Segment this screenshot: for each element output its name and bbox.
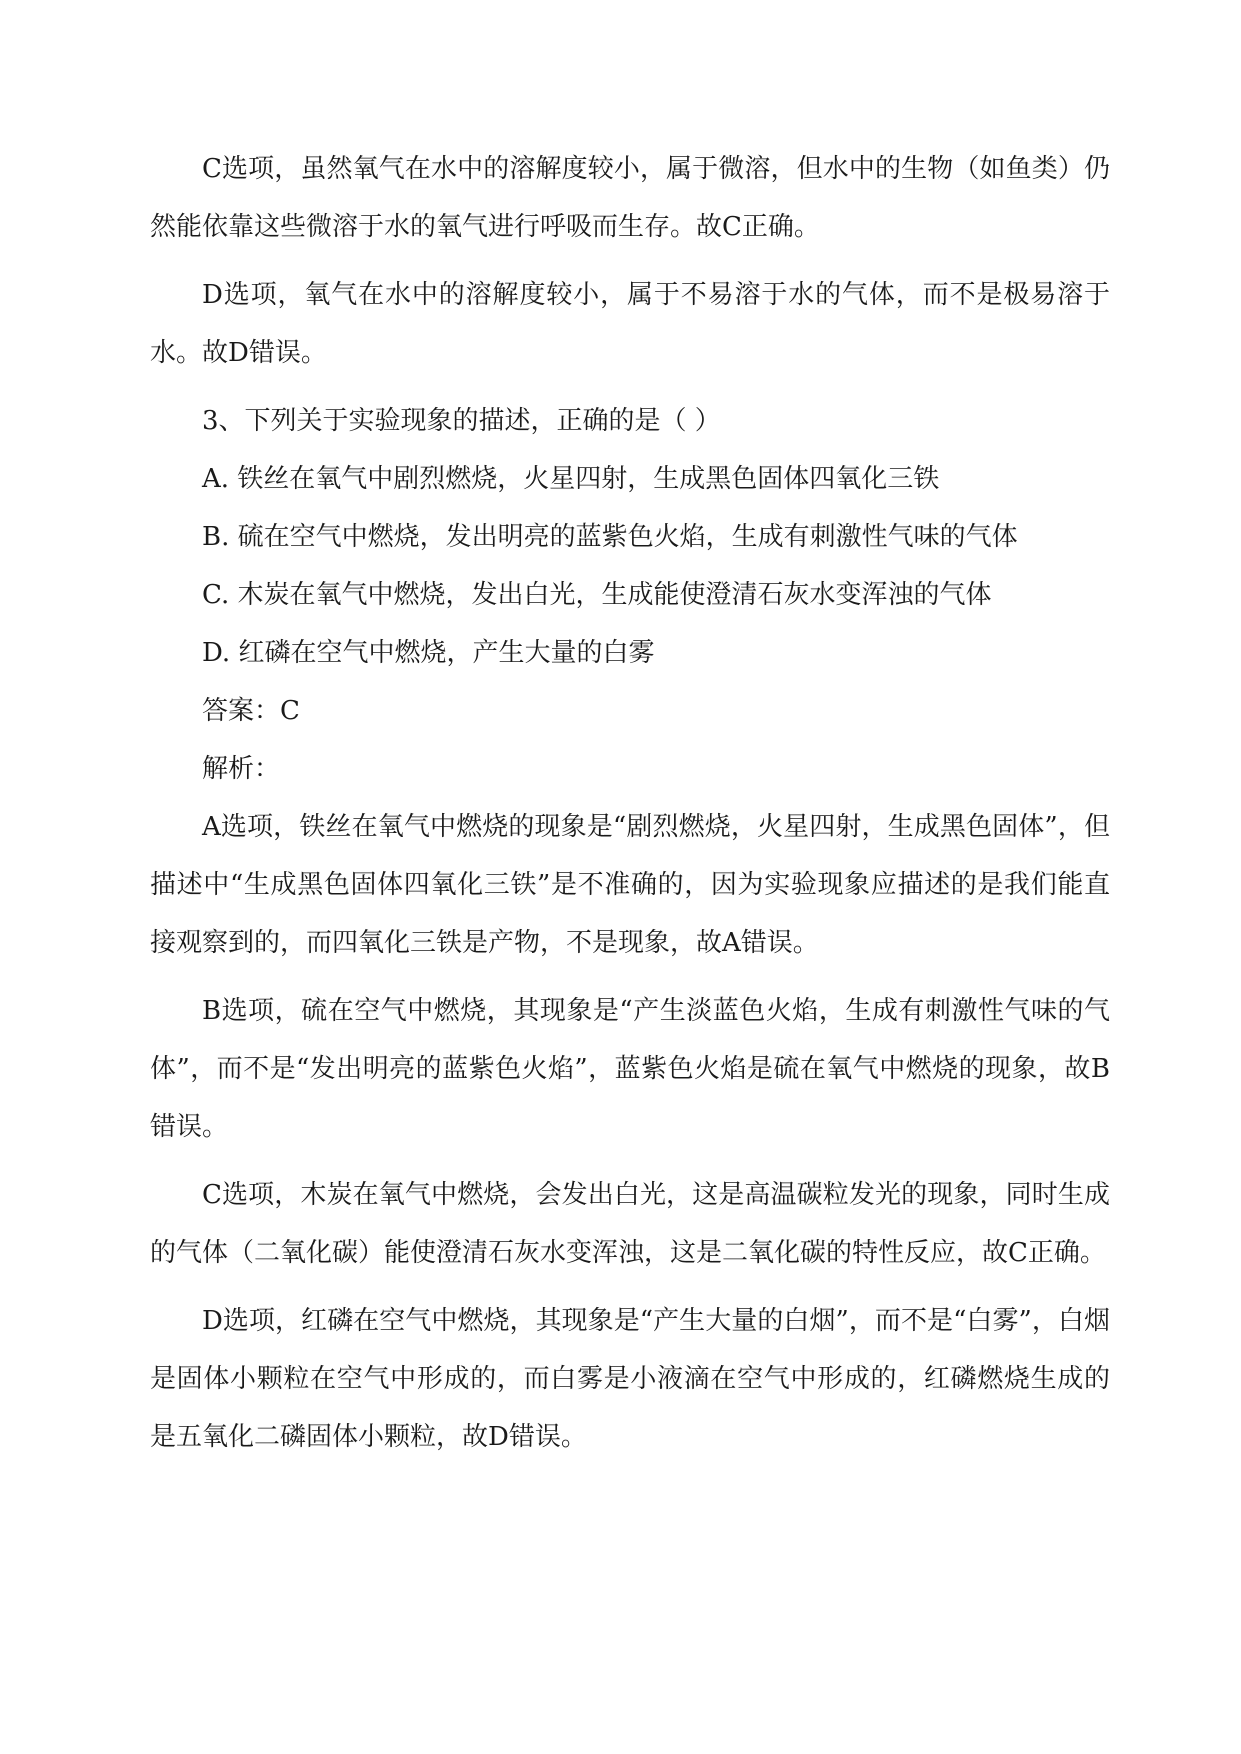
- paragraph-option-c-explanation-q3: C选项，木炭在氧气中燃烧，会发出白光，这是高温碳粒发光的现象，同时生成的气体（二氧化碳）能使澄清石灰水变浑浊，这是二氧化碳的特性反应，故C正确。: [150, 1180, 1110, 1268]
- paragraph-option-c-explanation-q2: C选项，虽然氧气在水中的溶解度较小，属于微溶，但水中的生物（如鱼类）仍然能依靠这些微溶于水的氧气进行呼吸而生存。故C正确。: [150, 154, 1110, 242]
- question-3-option-d: D. 红磷在空气中燃烧，产生大量的白雾: [202, 638, 655, 668]
- document-body: [150, 140, 1110, 1466]
- paragraph-option-b-explanation-q3: B选项，硫在空气中燃烧，其现象是“产生淡蓝色火焰，生成有刺激性气味的气体”，而不是“发出明亮的蓝紫色火焰”，蓝紫色火焰是硫在氧气中燃烧的现象，故B错误。: [150, 996, 1110, 1142]
- question-3-option-a: A. 铁丝在氧气中剧烈燃烧，火星四射，生成黑色固体四氧化三铁: [202, 464, 940, 494]
- question-3-analysis-heading: 解析：: [202, 754, 281, 784]
- paragraph-option-a-explanation-q3: A选项，铁丝在氧气中燃烧的现象是“剧烈燃烧，火星四射，生成黑色固体”，但描述中“生成黑色固体四氧化三铁”是不准确的，因为实验现象应描述的是我们能直接观察到的，而四氧化三铁是产物，不是现象，故A错误。: [150, 812, 1110, 958]
- question-3-option-c: C. 木炭在氧气中燃烧，发出白光，生成能使澄清石灰水变浑浊的气体: [202, 580, 992, 610]
- paragraph-option-d-explanation-q2: D选项，氧气在水中的溶解度较小，属于不易溶于水的气体，而不是极易溶于水。故D错误。: [150, 280, 1110, 368]
- question-3-option-b: B. 硫在空气中燃烧，发出明亮的蓝紫色火焰，生成有刺激性气味的气体: [202, 522, 1018, 552]
- paragraph-option-d-explanation-q3: D选项，红磷在空气中燃烧，其现象是“产生大量的白烟”，而不是“白雾”，白烟是固体小颗粒在空气中形成的，而白雾是小液滴在空气中形成的，红磷燃烧生成的是五氧化二磷固体小颗粒，故D错误。: [150, 1306, 1110, 1452]
- question-3-answer: 答案：C: [202, 696, 300, 726]
- question-3-stem: 3、下列关于实验现象的描述，正确的是（ ）: [202, 406, 721, 436]
